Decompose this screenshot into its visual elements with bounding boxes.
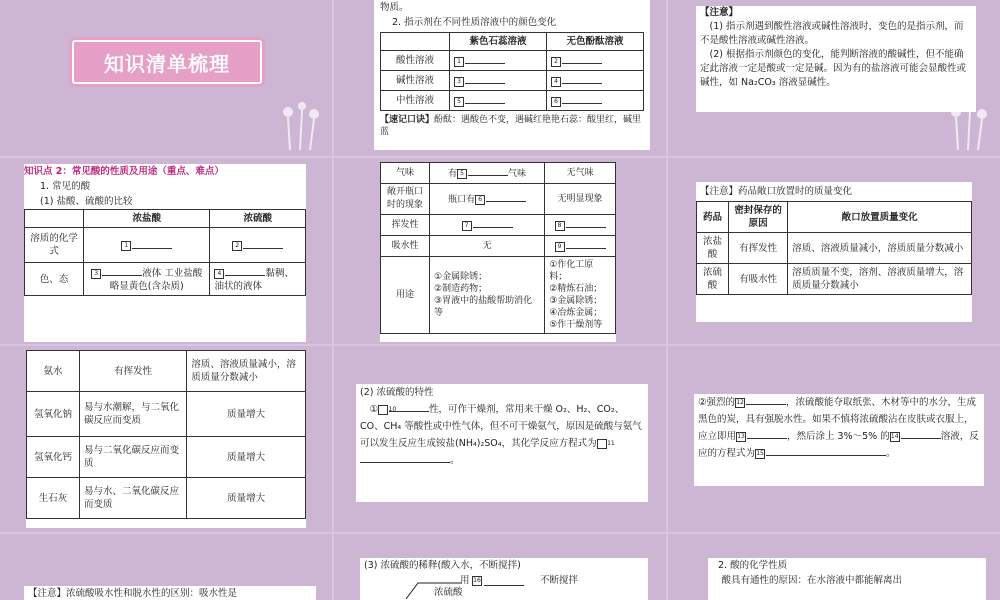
answer-blank[interactable] bbox=[102, 265, 142, 276]
sub-heading: 2. 酸的化学性质 bbox=[718, 560, 788, 571]
acid-compare-table bbox=[24, 209, 306, 296]
table-header: 密封保存的原因 bbox=[729, 202, 788, 233]
panel-dilution bbox=[334, 534, 666, 600]
acid-props-table bbox=[380, 162, 616, 334]
table-row: 酸性溶液 1 2 bbox=[381, 51, 644, 71]
answer-blank[interactable] bbox=[901, 428, 941, 439]
answer-blank[interactable] bbox=[746, 394, 786, 405]
exposure-table bbox=[696, 201, 972, 295]
answer-blank[interactable] bbox=[562, 53, 602, 64]
answer-blank[interactable] bbox=[766, 445, 886, 456]
table-row: 浓盐酸 有挥发性 溶质、溶液质量减小，溶质质量分数减小 bbox=[697, 233, 972, 264]
answer-blank[interactable] bbox=[465, 73, 505, 84]
answer-blank[interactable] bbox=[132, 238, 172, 249]
table-row: 敞开瓶口时的现象 瓶口有 6 无明显现象 bbox=[381, 184, 616, 215]
body-text: ②强烈的12 ，浓硫酸能夺取纸张、木材等中的水分，生成黑色的炭，具有强脱水性。如果不慎将浓硫酸沾在皮肤或衣服上，应立即用13 ，然后涂上 3%～5% 的14 溶液，反应的方程式为15 。 bbox=[698, 394, 980, 462]
answer-blank[interactable] bbox=[465, 93, 505, 104]
flower-decoration-icon bbox=[936, 92, 996, 152]
table-header: 无色酚酞溶液 bbox=[547, 33, 644, 51]
note-paragraph: (1) 指示剂遇到酸性溶液或碱性溶液时，变色的是指示剂，而不是酸性溶液或碱性溶液。 bbox=[700, 21, 964, 46]
panel-note-indicator bbox=[668, 0, 1000, 156]
note-title: 【注意】 bbox=[700, 7, 739, 18]
top-text: 物质。 bbox=[380, 2, 409, 13]
answer-blank[interactable] bbox=[468, 165, 508, 176]
indicator-table bbox=[380, 32, 644, 111]
table-header: 浓硫酸 bbox=[210, 210, 306, 228]
table-row: 气味 有 5 气味 无气味 bbox=[381, 163, 616, 184]
table-row: 中性溶液 5 6 bbox=[381, 91, 644, 111]
note-text: 【注意】浓硫酸吸水性和脱水性的区别：吸水性是 bbox=[28, 588, 238, 599]
flower-decoration-icon bbox=[268, 92, 328, 152]
table-header: 紫色石蕊溶液 bbox=[450, 33, 547, 51]
answer-blank[interactable] bbox=[360, 452, 450, 463]
table-header: 浓盐酸 bbox=[84, 210, 210, 228]
exposure-table-cont bbox=[26, 350, 306, 519]
answer-blank[interactable] bbox=[566, 217, 606, 228]
panel-acid-props bbox=[334, 158, 666, 344]
answer-blank[interactable] bbox=[484, 575, 524, 586]
panel-title bbox=[0, 0, 332, 156]
table-row: 吸水性 无 9 bbox=[381, 236, 616, 257]
sub-heading: (2) 浓硫酸的特性 bbox=[360, 387, 434, 398]
answer-blank[interactable] bbox=[566, 238, 606, 249]
answer-blank[interactable] bbox=[486, 191, 526, 202]
table-row: 溶质的化学式 1 2 bbox=[25, 228, 306, 263]
table-row: 氢氧化钠 易与水潮解，与二氧化碳反应而变质 质量增大 bbox=[27, 392, 306, 437]
answer-blank[interactable] bbox=[243, 238, 283, 249]
table-row: 氨水 有挥发性 溶质、溶液质量减小，溶质质量分数减小 bbox=[27, 351, 306, 392]
answer-blank[interactable] bbox=[562, 73, 602, 84]
sub-heading: 1. 常见的酸 bbox=[40, 181, 91, 192]
table-row: 浓硫酸 有吸水性 溶质质量不变，溶剂、溶液质量增大，溶质质量分数减小 bbox=[697, 264, 972, 295]
table-row: 色、态 3 液体 工业盐酸略显黄色(含杂质) 4 黏稠、油状的液体 bbox=[25, 263, 306, 296]
table-row: 挥发性 7 8 bbox=[381, 215, 616, 236]
sub-heading: (1) 盐酸、硫酸的比较 bbox=[40, 196, 133, 207]
table-row: 碱性溶液 3 4 bbox=[381, 71, 644, 91]
note-title: 【注意】药品敞口放置时的质量变化 bbox=[700, 186, 853, 197]
answer-blank[interactable] bbox=[389, 401, 429, 412]
table-row: 生石灰 易与水、二氧化碳反应而变质 质量增大 bbox=[27, 478, 306, 519]
panel-exposure-note bbox=[668, 158, 1000, 344]
table-row: 用途 ①金属除锈； ②制造药物； ③胃液中的盐酸帮助消化等 ①作化工原料； ②精炼石油； ③金属除锈； ④冶炼金属； ⑤作干燥剂等 bbox=[381, 257, 616, 334]
panel-indicator bbox=[334, 0, 666, 156]
note-paragraph: (2) 根据指示剂颜色的变化，能判断溶液的酸碱性，但不能确定此溶液一定是酸或一定是碱。因为有的盐溶液可能会显酸性或碱性，如 Na₂CO₃ 溶液显碱性。 bbox=[700, 49, 967, 88]
section-badge: 知识清单梳理 bbox=[72, 40, 262, 84]
knowledge-point-title: 知识点 2：常见酸的性质及用途（重点、难点） bbox=[24, 166, 224, 177]
table-header: 药品 bbox=[697, 202, 729, 233]
panel-acid-compare bbox=[0, 158, 332, 344]
dilution-diagram: 用 16 不断搅拌 浓硫酸 bbox=[364, 573, 644, 599]
table-header: 敞口放置质量变化 bbox=[788, 202, 972, 233]
panel-sulfuric-props bbox=[334, 346, 666, 532]
panel-dehydration bbox=[668, 346, 1000, 532]
answer-blank[interactable] bbox=[562, 93, 602, 104]
table-row: 氢氧化钙 易与二氧化碳反应而变质 质量增大 bbox=[27, 437, 306, 478]
sub-heading: (3) 浓硫酸的稀释(酸入水，不断搅拌) bbox=[364, 560, 521, 571]
panel-note-absorb bbox=[0, 534, 332, 600]
answer-blank[interactable] bbox=[225, 265, 265, 276]
tip-text: 【速记口诀】酚酞：遇酸色不变，遇碱红艳艳石蕊：酸里红，碱里蓝 bbox=[380, 115, 642, 137]
answer-blank[interactable] bbox=[747, 428, 787, 439]
body-text: ① 10 性，可作干燥剂，常用来干燥 O₂、H₂、CO₂、CO、CH₄ 等酸性或中性气体，但不可干燥氨气，原因是硫酸与氨气可以发生反应生成铵盐(NH₄)₂SO₄，其化学反应方程式为 11。 bbox=[360, 401, 644, 469]
panel-exposure-cont bbox=[0, 346, 332, 532]
body-text: 酸具有通性的原因：在水溶液中都能解离出 bbox=[721, 575, 903, 586]
answer-blank[interactable] bbox=[465, 53, 505, 64]
panel-heading: 2. 指示剂在不同性质溶液中的颜色变化 bbox=[392, 17, 557, 28]
answer-blank[interactable] bbox=[473, 217, 513, 228]
panel-acid-chem bbox=[668, 534, 1000, 600]
